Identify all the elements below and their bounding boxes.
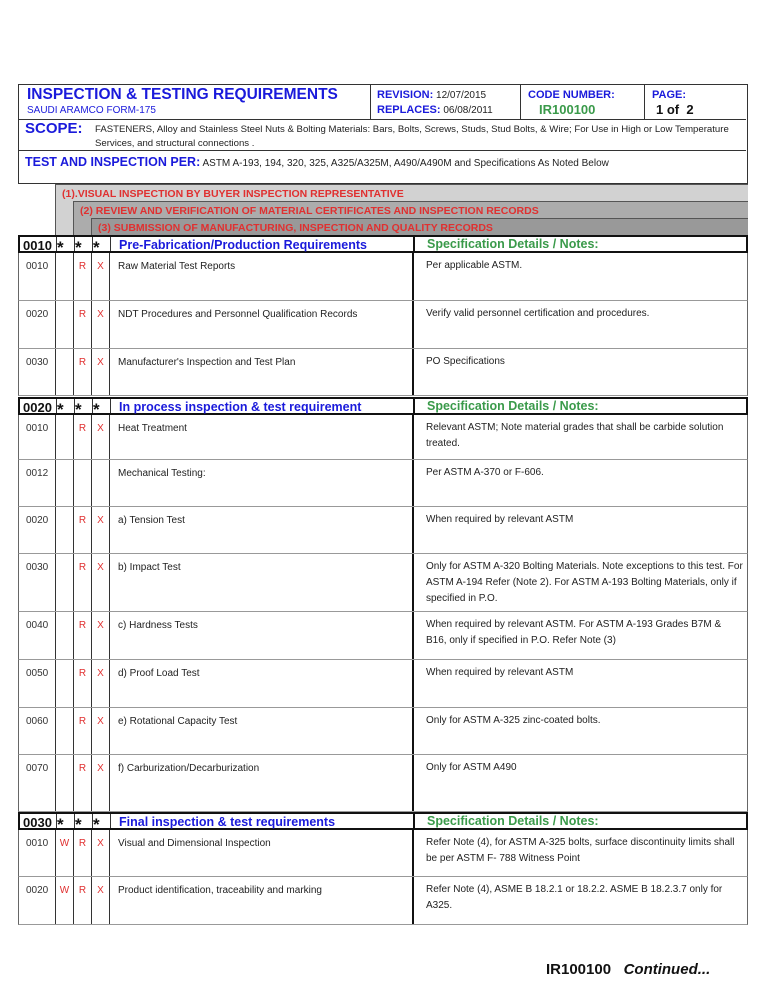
row-description: Product identification, traceability and marking: [110, 877, 414, 924]
review-mark: R: [74, 877, 92, 924]
witness-mark: [56, 253, 74, 300]
row-spec: When required by relevant ASTM: [426, 514, 574, 525]
submission-mark: X: [92, 507, 110, 553]
row-description: c) Hardness Tests: [110, 612, 414, 659]
section-header-0020: [18, 397, 748, 419]
row-description: a) Tension Test: [110, 507, 414, 553]
row-description: Visual and Dimensional Inspection: [110, 830, 414, 876]
submission-mark: X: [92, 301, 110, 348]
form-title: INSPECTION & TESTING REQUIREMENTS: [27, 86, 338, 103]
section-code: 0020: [20, 399, 57, 413]
table-row: [18, 612, 748, 660]
row-spec: When required by relevant ASTM. For ASTM A-193 Grades B7M & B16, only if specified in P.O. Refer Note (3): [426, 619, 722, 646]
review-mark: R: [74, 507, 92, 553]
star-1: *: [57, 814, 75, 828]
footer-continued: Continued...: [623, 961, 711, 978]
section-header-0010: [18, 235, 748, 257]
table-row: [18, 755, 748, 812]
scope-section: [19, 119, 746, 151]
spec-title: Specification Details / Notes:: [427, 814, 599, 828]
submission-mark: X: [92, 755, 110, 811]
row-spec: Only for ASTM A490: [426, 762, 517, 773]
table-row: [18, 415, 748, 460]
row-spec: Relevant ASTM; Note material grades that shall be carbide solution treated.: [426, 422, 724, 449]
row-spec: When required by relevant ASTM: [426, 667, 574, 678]
submission-mark: X: [92, 349, 110, 395]
row-code: 0012: [19, 460, 56, 506]
title-cell: [19, 85, 371, 119]
witness-mark: [56, 301, 74, 348]
row-spec: PO Specifications: [426, 356, 505, 367]
row-description: e) Rotational Capacity Test: [110, 708, 414, 754]
code-number: IR100100: [539, 102, 596, 117]
table-row: [18, 877, 748, 925]
spec-title: Specification Details / Notes:: [427, 237, 599, 251]
row-code: 0040: [19, 612, 56, 659]
replaces-date: 06/08/2011: [443, 105, 493, 116]
row-code: 0070: [19, 755, 56, 811]
row-code: 0060: [19, 708, 56, 754]
footer: [546, 961, 710, 978]
witness-mark: [56, 755, 74, 811]
table-row: [18, 301, 748, 349]
row-spec: Only for ASTM A-325 zinc-coated bolts.: [426, 715, 601, 726]
witness-mark: W: [56, 877, 74, 924]
band-submission-records: (3) SUBMISSION OF MANUFACTURING, INSPECTION AND QUALITY RECORDS: [91, 218, 748, 236]
review-mark: R: [74, 301, 92, 348]
star-3: *: [93, 399, 111, 413]
star-1: *: [57, 237, 75, 251]
review-mark: R: [74, 554, 92, 611]
row-spec: Verify valid personnel certification and procedures.: [426, 308, 650, 319]
submission-mark: X: [92, 877, 110, 924]
witness-mark: [56, 660, 74, 707]
witness-mark: [56, 507, 74, 553]
row-description: Raw Material Test Reports: [110, 253, 414, 300]
code-label: CODE NUMBER:: [528, 89, 615, 101]
table-row: [18, 660, 748, 708]
table-row: [18, 830, 748, 877]
section-title: Final inspection & test requirements: [111, 814, 415, 828]
scope-label: SCOPE:: [25, 120, 83, 137]
row-description: Manufacturer's Inspection and Test Plan: [110, 349, 414, 395]
row-code: 0050: [19, 660, 56, 707]
review-mark: R: [74, 830, 92, 876]
code-cell: [521, 85, 645, 119]
page-number: 1 of 2: [656, 102, 694, 117]
review-mark: R: [74, 415, 92, 459]
review-mark: R: [74, 349, 92, 395]
row-code: 0010: [19, 415, 56, 459]
star-2: *: [75, 814, 93, 828]
row-description: b) Impact Test: [110, 554, 414, 611]
form-header: [18, 84, 748, 184]
review-mark: R: [74, 755, 92, 811]
review-mark: [74, 460, 92, 506]
submission-mark: X: [92, 830, 110, 876]
row-spec: Per applicable ASTM.: [426, 260, 523, 271]
page-label: PAGE:: [652, 89, 687, 101]
section-code: 0010: [20, 237, 57, 251]
star-1: *: [57, 399, 75, 413]
row-code: 0020: [19, 507, 56, 553]
table-row: [18, 460, 748, 507]
row-spec: Refer Note (4), for ASTM A-325 bolts, surface discontinuity limits shall be per ASTM F- 788 Witness Point: [426, 837, 735, 864]
star-2: *: [75, 399, 93, 413]
submission-mark: X: [92, 708, 110, 754]
test-section: [25, 155, 609, 169]
review-mark: R: [74, 660, 92, 707]
test-text: ASTM A-193, 194, 320, 325, A325/A325M, A490/A490M and Specifications As Noted Below: [202, 158, 609, 169]
star-2: *: [75, 237, 93, 251]
revision-label: REVISION:: [377, 89, 434, 101]
table-row: [18, 554, 748, 612]
row-description: NDT Procedures and Personnel Qualification Records: [110, 301, 414, 348]
row-code: 0010: [19, 253, 56, 300]
row-code: 0030: [19, 349, 56, 395]
submission-mark: [92, 460, 110, 506]
table-row: [18, 349, 748, 396]
review-mark: R: [74, 612, 92, 659]
submission-mark: X: [92, 660, 110, 707]
witness-mark: W: [56, 830, 74, 876]
witness-mark: [56, 708, 74, 754]
section-title: Pre-Fabrication/Production Requirements: [111, 237, 415, 251]
scope-text: FASTENERS, Alloy and Stainless Steel Nuts & Bolting Materials: Bars, Bolts, Screws, Studs, Stud Bolts, & Wire; For Use in High or Low Temperature Services, and structural connections .: [95, 124, 729, 149]
section-title: In process inspection & test requirement: [111, 399, 415, 413]
section-code: 0030: [20, 814, 57, 828]
review-mark: R: [74, 253, 92, 300]
row-spec: Refer Note (4), ASME B 18.2.1 or 18.2.2. ASME B 18.2.3.7 only for A325.: [426, 884, 723, 911]
row-description: d) Proof Load Test: [110, 660, 414, 707]
witness-mark: [56, 415, 74, 459]
witness-mark: [56, 349, 74, 395]
submission-mark: X: [92, 612, 110, 659]
row-code: 0030: [19, 554, 56, 611]
table-row: [18, 507, 748, 554]
page-cell: [645, 85, 747, 119]
witness-mark: [56, 554, 74, 611]
row-code: 0010: [19, 830, 56, 876]
witness-mark: [56, 612, 74, 659]
witness-mark: [56, 460, 74, 506]
band-visual-inspection: (1).VISUAL INSPECTION BY BUYER INSPECTION REPRESENTATIVE: [55, 184, 748, 236]
submission-mark: X: [92, 554, 110, 611]
replaces-label: REPLACES:: [377, 104, 441, 116]
submission-mark: X: [92, 253, 110, 300]
form-number: SAUDI ARAMCO FORM-175: [27, 105, 156, 116]
row-code: 0020: [19, 877, 56, 924]
spec-title: Specification Details / Notes:: [427, 399, 599, 413]
footer-code: IR100100: [546, 961, 612, 978]
band-review-certificates: (2) REVIEW AND VERIFICATION OF MATERIAL CERTIFICATES AND INSPECTION RECORDS: [73, 201, 748, 236]
table-row: [18, 708, 748, 755]
star-3: *: [93, 237, 111, 251]
row-code: 0020: [19, 301, 56, 348]
review-mark: R: [74, 708, 92, 754]
row-spec: Per ASTM A-370 or F-606.: [426, 467, 544, 478]
submission-mark: X: [92, 415, 110, 459]
test-label: TEST AND INSPECTION PER:: [25, 155, 201, 169]
row-spec: Only for ASTM A-320 Bolting Materials. Note exceptions to this test. For ASTM A-194 Refer (Note 2). For ASTM A-193 Bolting Materials, only if specified in P.O.: [426, 561, 743, 604]
star-3: *: [93, 814, 111, 828]
row-description: Heat Treatment: [110, 415, 414, 459]
row-description: f) Carburization/Decarburization: [110, 755, 414, 811]
revision-date: 12/07/2015: [436, 90, 487, 101]
section-header-0030: [18, 812, 748, 834]
revision-cell: [371, 85, 521, 119]
row-description: Mechanical Testing:: [110, 460, 414, 506]
table-row: [18, 253, 748, 301]
